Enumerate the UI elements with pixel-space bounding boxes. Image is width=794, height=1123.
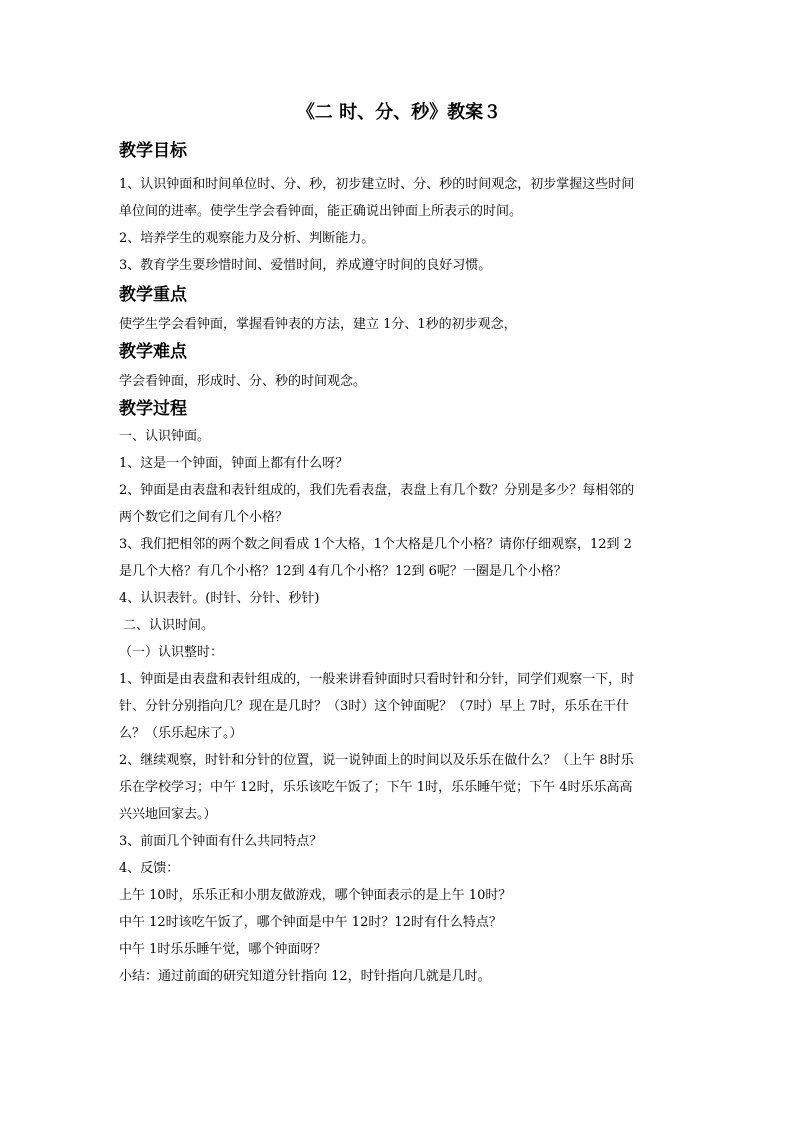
key-heading: 教学重点 <box>119 285 187 305</box>
process-line: 小结：通过前面的研究知道分针指向 12，时针指向几就是几时。 <box>119 969 491 984</box>
process-line: 2、钟面是由表盘和表针组成的，我们先看表盘，表盘上有几个数？分别是多少？每相邻的 <box>119 483 635 498</box>
process-line: 4、认识表针。(时针、分针、秒针) <box>119 591 320 606</box>
process-line: 3、前面几个钟面有什么共同特点？ <box>119 834 323 849</box>
process-line: 一、认识钟面。 <box>119 429 211 444</box>
document-title: 《二 时、分、秒》教案３ <box>296 102 502 123</box>
process-line: 中午 1时乐乐睡午觉，哪个钟面呀？ <box>119 942 327 957</box>
difficulty-line: 学会看钟面，形成时、分、秒的时间观念。 <box>119 374 367 389</box>
process-line: 1、这是一个钟面，钟面上都有什么呀？ <box>119 456 349 471</box>
key-line: 使学生学会看钟面，掌握看钟表的方法，建立 1分、1秒的初步观念， <box>119 317 517 332</box>
goals-heading: 教学目标 <box>119 141 187 161</box>
process-line: 1、钟面是由表盘和表针组成的，一般来讲看钟面时只看时针和分针，同学们观察一下，时 <box>119 672 635 687</box>
process-line: 么？（乐乐起床了。） <box>119 726 243 741</box>
goals-line: 1、认识钟面和时间单位时、分、秒，初步建立时、分、秒的时间观念，初步掌握这些时间 <box>119 177 635 192</box>
process-line: 2、继续观察，时针和分针的位置，说一说钟面上的时间以及乐乐在做什么？（上午 8时乐 <box>119 753 634 768</box>
process-line: 是几个大格？有几个小格？12到 4有几个小格？12到 6呢？一圈是几个小格？ <box>119 564 567 579</box>
difficulty-heading: 教学难点 <box>119 342 187 362</box>
goals-line: 2、培养学生的观察能力及分析、判断能力。 <box>119 231 375 246</box>
process-line: 兴兴地回家去。） <box>119 807 217 822</box>
process-line: 两个数它们之间有几个小格？ <box>119 510 289 525</box>
document-page <box>119 100 679 990</box>
process-line: 4、反馈： <box>119 861 180 876</box>
process-line: （一）认识整时： <box>119 645 224 660</box>
goals-line: 3、教育学生要珍惜时间、爱惜时间，养成遵守时间的良好习惯。 <box>119 258 492 273</box>
process-line: 针、分针分别指向几？现在是几时？（3时）这个钟面呢？（7时）早上 7时，乐乐在干什 <box>119 699 629 714</box>
process-heading: 教学过程 <box>119 399 187 419</box>
process-line: 二、认识时间。 <box>123 618 215 633</box>
process-line: 乐在学校学习；中午 12时，乐乐该吃午饭了；下午 1时，乐乐睡午觉；下午 4时乐乐高高 <box>119 780 633 795</box>
process-line: 上午 10时，乐乐正和小朋友做游戏，哪个钟面表示的是上午 10时？ <box>119 888 512 903</box>
goals-line: 单位间的进率。使学生学会看钟面，能正确说出钟面上所表示的时间。 <box>119 204 523 219</box>
process-line: 中午 12时该吃午饭了，哪个钟面是中午 12时？12时有什么特点？ <box>119 915 502 930</box>
process-line: 3、我们把相邻的两个数之间看成 1个大格，1个大格是几个小格？请你仔细观察，12到 2 <box>119 537 632 552</box>
